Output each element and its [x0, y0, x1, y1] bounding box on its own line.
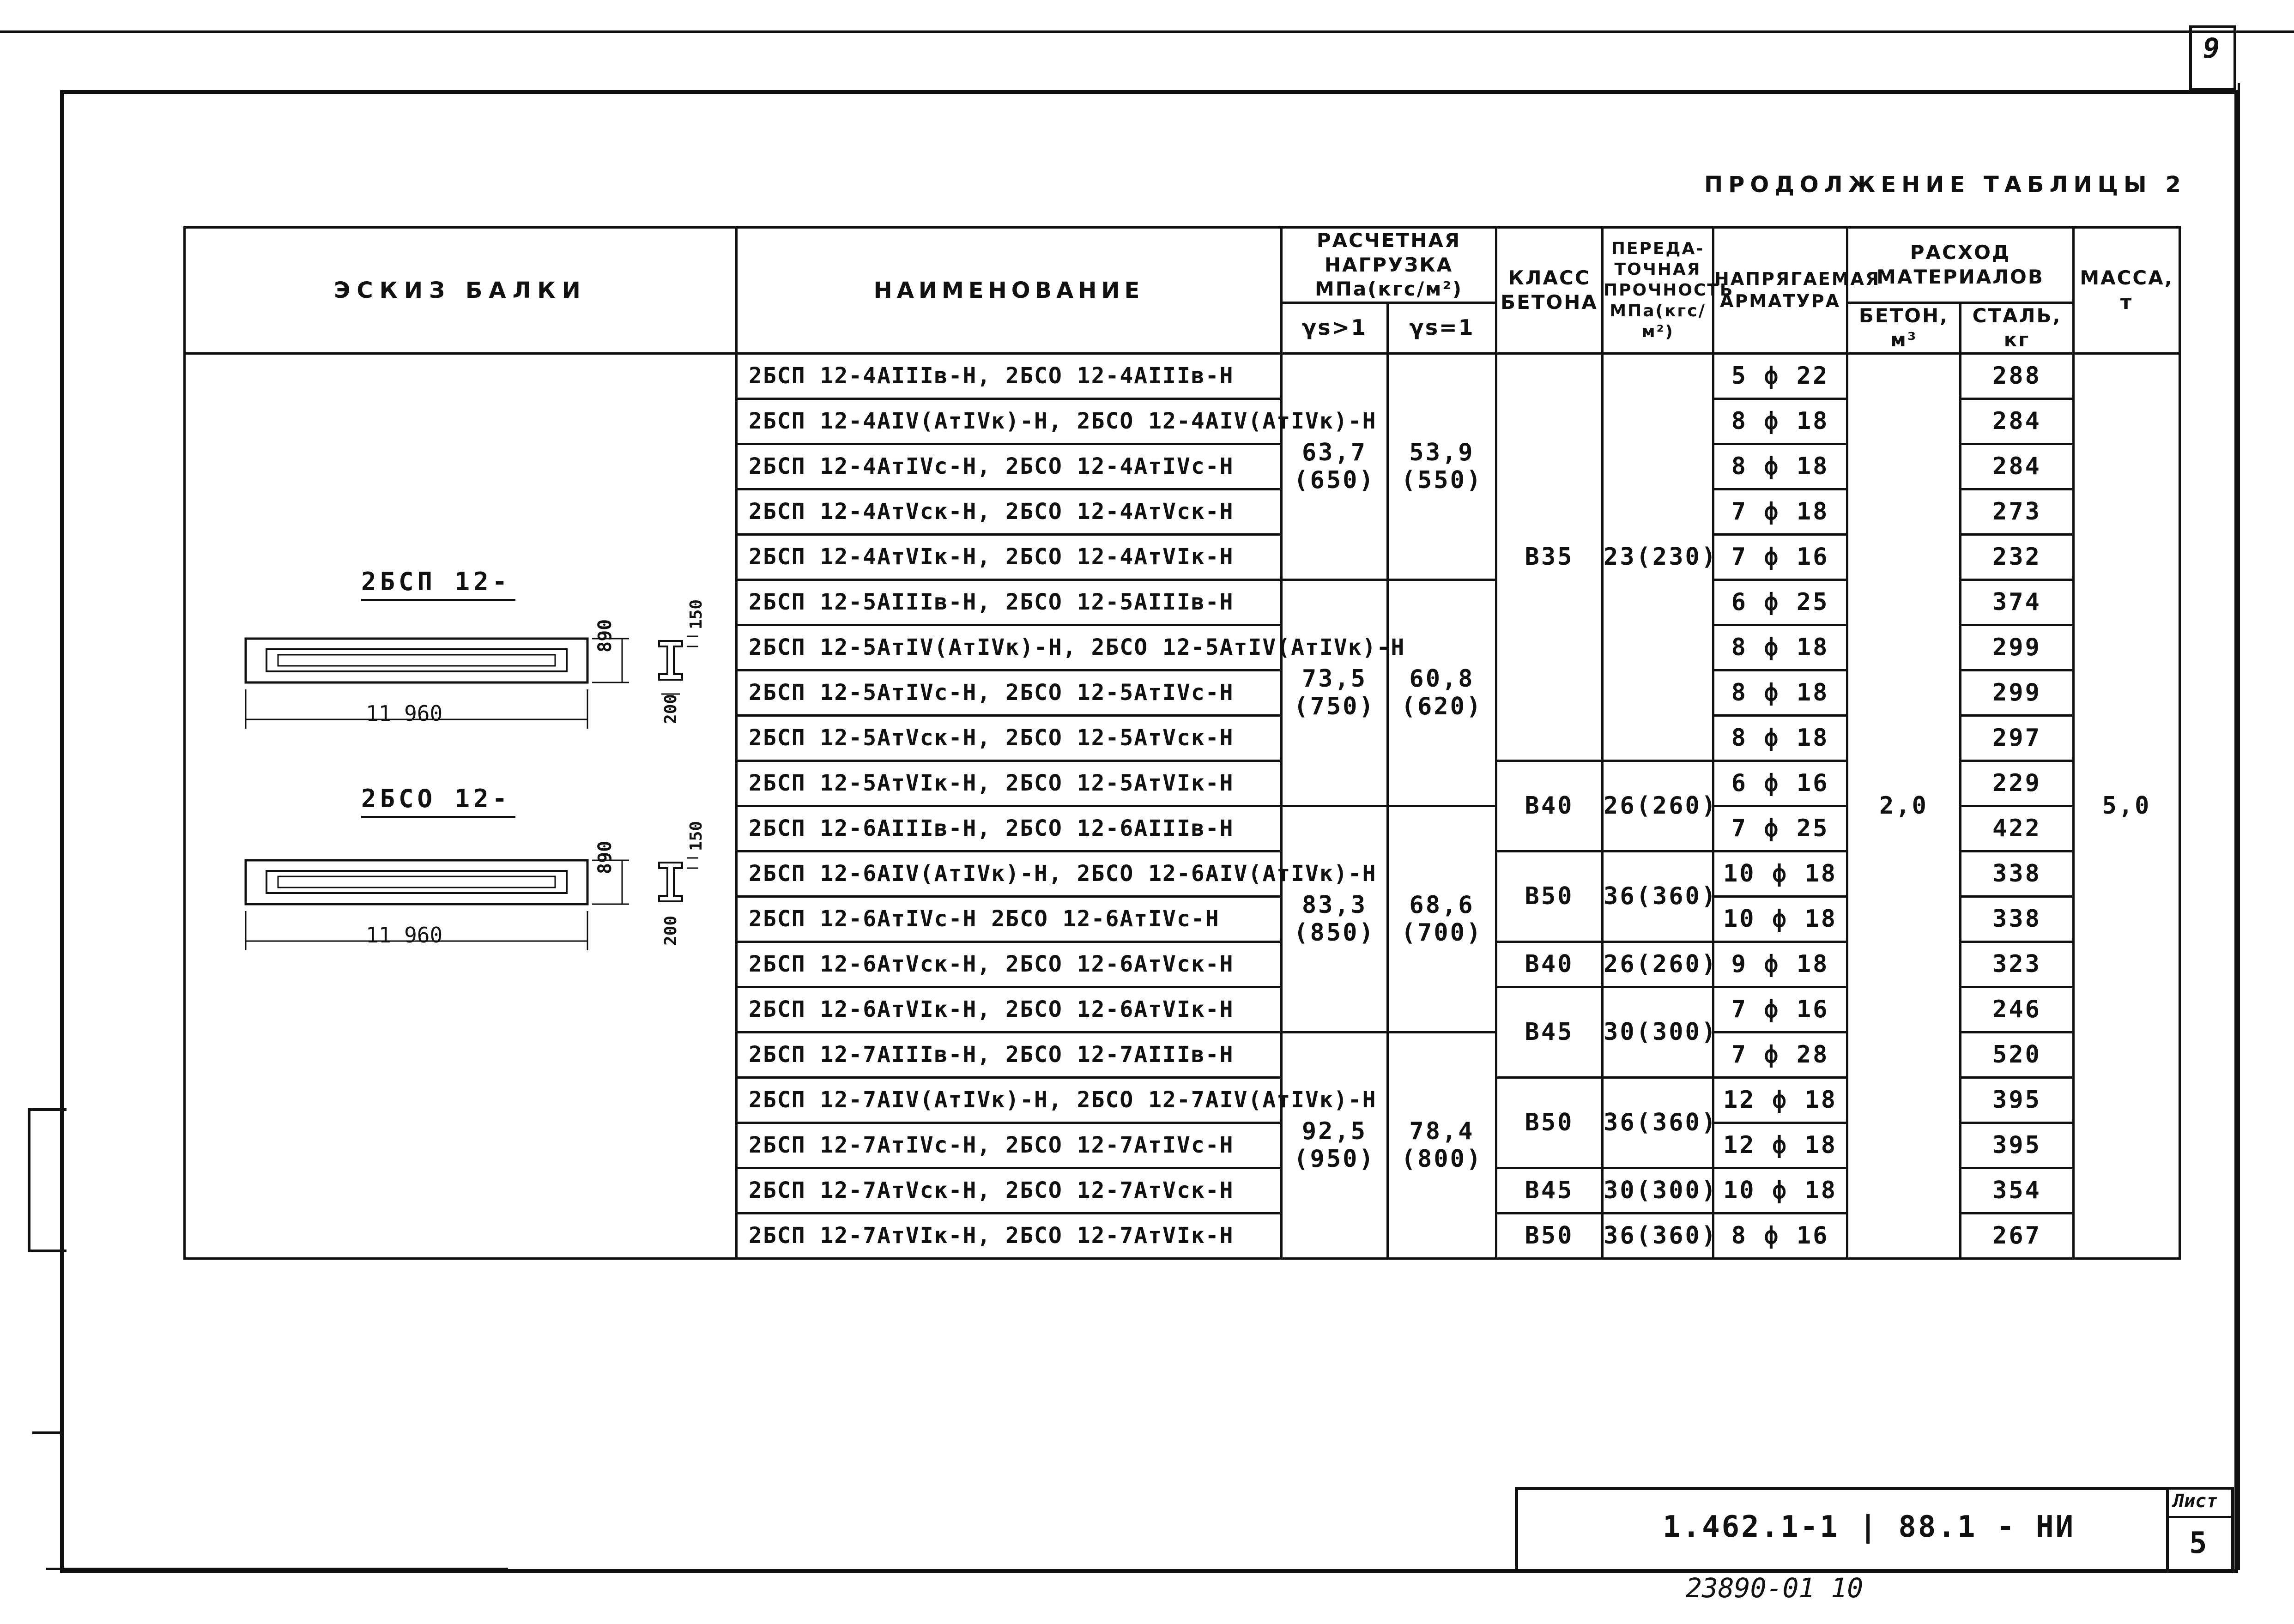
row-rebar: 8 ф 18 — [1713, 444, 1847, 489]
beam2-height: 890 — [594, 840, 616, 874]
header-load-gamma-gt1: γs>1 — [1282, 302, 1388, 353]
strength-group: 36(360) — [1603, 851, 1713, 942]
header-transfer-strength: ПЕРЕДА-ТОЧНАЯ ПРОЧНОСТЬ МПа(кгс/м²) — [1603, 228, 1713, 354]
load-g2-group: 53,9 (550) — [1388, 353, 1496, 580]
strength-group: 30(300) — [1603, 987, 1713, 1077]
row-steel: 354 — [1961, 1168, 2074, 1213]
strength-group: 26(260) — [1603, 761, 1713, 851]
row-name: 2БСП 12-4АIIIв-Н, 2БСО 12-4АIIIв-Н — [737, 353, 1282, 398]
bottom-note: 23890-01 10 — [1686, 1572, 1864, 1604]
sheet-box-divider — [2166, 1516, 2231, 1518]
page-number-top: 9 — [2203, 32, 2220, 65]
load-g1-group: 63,7 (650) — [1282, 353, 1388, 580]
class-group: В50 — [1496, 1077, 1603, 1168]
row-steel: 338 — [1961, 851, 2074, 896]
sheet-number: 5 — [2189, 1526, 2207, 1560]
row-steel: 422 — [1961, 806, 2074, 851]
strength-group: 36(360) — [1603, 1213, 1713, 1258]
beam1-length: 11 960 — [366, 700, 443, 726]
row-steel: 395 — [1961, 1077, 2074, 1123]
row-name: 2БСП 12-6АIV(АтIVк)-Н, 2БСО 12-6АIV(АтIVк)-Н — [737, 851, 1282, 896]
beam2-label: 2БСО 12- — [361, 784, 515, 818]
row-name: 2БСП 12-5АтVск-Н, 2БСО 12-5АтVск-Н — [737, 715, 1282, 761]
load-g1-group: 83,3 (850) — [1282, 806, 1388, 1032]
left-tick — [32, 1431, 60, 1434]
beam1-web: 200 — [661, 694, 680, 724]
row-steel: 299 — [1961, 625, 2074, 670]
class-group: В40 — [1496, 942, 1603, 987]
row-steel: 284 — [1961, 444, 2074, 489]
row-rebar: 10 ф 18 — [1713, 896, 1847, 942]
mass-value: 5,0 — [2074, 353, 2180, 1258]
row-name: 2БСП 12-5АIIIв-Н, 2БСО 12-5АIIIв-Н — [737, 580, 1282, 625]
header-rebar: НАПРЯГАЕМАЯ АРМАТУРА — [1713, 228, 1847, 354]
strength-group: 36(360) — [1603, 1077, 1713, 1168]
row-rebar: 5 ф 22 — [1713, 353, 1847, 398]
class-group: В45 — [1496, 987, 1603, 1077]
class-group: В40 — [1496, 761, 1603, 851]
row-name: 2БСП 12-5АтVIк-Н, 2БСО 12-5АтVIк-Н — [737, 761, 1282, 806]
row-name: 2БСП 12-6АтVск-Н, 2БСО 12-6АтVск-Н — [737, 942, 1282, 987]
row-rebar: 8 ф 16 — [1713, 1213, 1847, 1258]
row-rebar: 6 ф 16 — [1713, 761, 1847, 806]
row-name: 2БСП 12-4АтIVс-Н, 2БСО 12-4АтIVс-Н — [737, 444, 1282, 489]
load-g2-group: 68,6 (700) — [1388, 806, 1496, 1032]
beam1-height: 890 — [594, 619, 616, 652]
row-name: 2БСП 12-4АIV(АтIVк)-Н, 2БСО 12-4АIV(АтIVк)-Н — [737, 398, 1282, 444]
row-rebar: 10 ф 18 — [1713, 1168, 1847, 1213]
load-g1-group: 73,5 (750) — [1282, 580, 1388, 806]
row-steel: 323 — [1961, 942, 2074, 987]
row-rebar: 7 ф 28 — [1713, 1032, 1847, 1077]
beam2-length: 11 960 — [366, 922, 443, 948]
beam2-drawing — [186, 816, 735, 992]
right-margin-line — [2238, 83, 2240, 1570]
row-steel: 267 — [1961, 1213, 2074, 1258]
beam-sketch-cell — [185, 353, 737, 1258]
header-mass: МАССА, т — [2074, 228, 2180, 354]
row-name: 2БСП 12-5АтIVс-Н, 2БСО 12-5АтIVс-Н — [737, 670, 1282, 715]
row-rebar: 12 ф 18 — [1713, 1123, 1847, 1168]
row-steel: 229 — [1961, 761, 2074, 806]
row-name: 2БСП 12-6АтIVс-Н 2БСО 12-6АтIVс-Н — [737, 896, 1282, 942]
beam2-web: 200 — [661, 915, 680, 946]
row-name: 2БСП 12-4АтVск-Н, 2БСО 12-4АтVск-Н — [737, 489, 1282, 534]
strength-group: 23(230) — [1603, 353, 1713, 761]
row-steel: 395 — [1961, 1123, 2074, 1168]
class-group: В50 — [1496, 1213, 1603, 1258]
row-name: 2БСП 12-6АIIIв-Н, 2БСО 12-6АIIIв-Н — [737, 806, 1282, 851]
class-group: В50 — [1496, 851, 1603, 942]
row-rebar: 9 ф 18 — [1713, 942, 1847, 987]
row-rebar: 8 ф 18 — [1713, 715, 1847, 761]
row-rebar: 6 ф 25 — [1713, 580, 1847, 625]
bottom-dash-line — [46, 1568, 508, 1570]
beam1-flange: 150 — [687, 599, 706, 629]
concrete-value: 2,0 — [1847, 353, 1961, 1258]
row-steel: 520 — [1961, 1032, 2074, 1077]
row-rebar: 12 ф 18 — [1713, 1077, 1847, 1123]
header-steel-kg: СТАЛЬ, кг — [1961, 302, 2074, 353]
row-rebar: 8 ф 18 — [1713, 670, 1847, 715]
stamp-code: 1.462.1-1 | 88.1 - НИ — [1663, 1510, 2076, 1544]
strength-group: 26(260) — [1603, 942, 1713, 987]
row-steel: 232 — [1961, 534, 2074, 580]
row-steel: 338 — [1961, 896, 2074, 942]
class-group: В35 — [1496, 353, 1603, 761]
row-steel: 246 — [1961, 987, 2074, 1032]
row-name: 2БСП 12-7АтVск-Н, 2БСО 12-7АтVск-Н — [737, 1168, 1282, 1213]
header-load: РАСЧЕТНАЯ НАГРУЗКА МПа(кгс/м²) — [1282, 228, 1496, 303]
class-group: В45 — [1496, 1168, 1603, 1213]
row-rebar: 7 ф 16 — [1713, 534, 1847, 580]
top-dash-line — [0, 30, 2294, 33]
load-g2-group: 78,4 (800) — [1388, 1032, 1496, 1258]
row-steel: 299 — [1961, 670, 2074, 715]
row-name: 2БСП 12-4АтVIк-Н, 2БСО 12-4АтVIк-Н — [737, 534, 1282, 580]
row-name: 2БСП 12-5АтIV(АтIVк)-Н, 2БСО 12-5АтIV(АтIVк)-Н — [737, 625, 1282, 670]
row-steel: 374 — [1961, 580, 2074, 625]
row-name: 2БСП 12-7АIV(АтIVк)-Н, 2БСО 12-7АIV(АтIVк)-Н — [737, 1077, 1282, 1123]
row-steel: 288 — [1961, 353, 2074, 398]
beam-spec-table — [183, 226, 2181, 1260]
row-name: 2БСП 12-7АIIIв-Н, 2БСО 12-7АIIIв-Н — [737, 1032, 1282, 1077]
header-concrete-m3: БЕТОН, м³ — [1847, 302, 1961, 353]
strength-group: 30(300) — [1603, 1168, 1713, 1213]
left-binding-mark — [28, 1108, 67, 1252]
row-rebar: 8 ф 18 — [1713, 398, 1847, 444]
header-load-gamma-eq1: γs=1 — [1388, 302, 1496, 353]
beam2-flange: 150 — [687, 821, 706, 851]
header-name: НАИМЕНОВАНИЕ — [737, 228, 1282, 354]
row-rebar: 7 ф 18 — [1713, 489, 1847, 534]
row-steel: 297 — [1961, 715, 2074, 761]
load-g1-group: 92,5 (950) — [1282, 1032, 1388, 1258]
header-consumption: РАСХОД МАТЕРИАЛОВ — [1847, 228, 2074, 303]
row-rebar: 10 ф 18 — [1713, 851, 1847, 896]
sheet-label: Лист — [2173, 1491, 2218, 1512]
row-rebar: 8 ф 18 — [1713, 625, 1847, 670]
row-rebar: 7 ф 25 — [1713, 806, 1847, 851]
beam1-drawing — [186, 595, 735, 770]
row-steel: 284 — [1961, 398, 2074, 444]
row-name: 2БСП 12-7АтVIк-Н, 2БСО 12-7АтVIк-Н — [737, 1213, 1282, 1258]
header-concrete-class: КЛАСС БЕТОНА — [1496, 228, 1603, 354]
row-name: 2БСП 12-6АтVIк-Н, 2БСО 12-6АтVIк-Н — [737, 987, 1282, 1032]
row-rebar: 7 ф 16 — [1713, 987, 1847, 1032]
load-g2-group: 60,8 (620) — [1388, 580, 1496, 806]
header-sketch: ЭСКИЗ БАЛКИ — [185, 228, 737, 354]
row-steel: 273 — [1961, 489, 2074, 534]
table-caption: ПРОДОЛЖЕНИЕ ТАБЛИЦЫ 2 — [1704, 172, 2186, 198]
row-name: 2БСП 12-7АтIVс-Н, 2БСО 12-7АтIVс-Н — [737, 1123, 1282, 1168]
beam1-label: 2БСП 12- — [361, 567, 515, 601]
